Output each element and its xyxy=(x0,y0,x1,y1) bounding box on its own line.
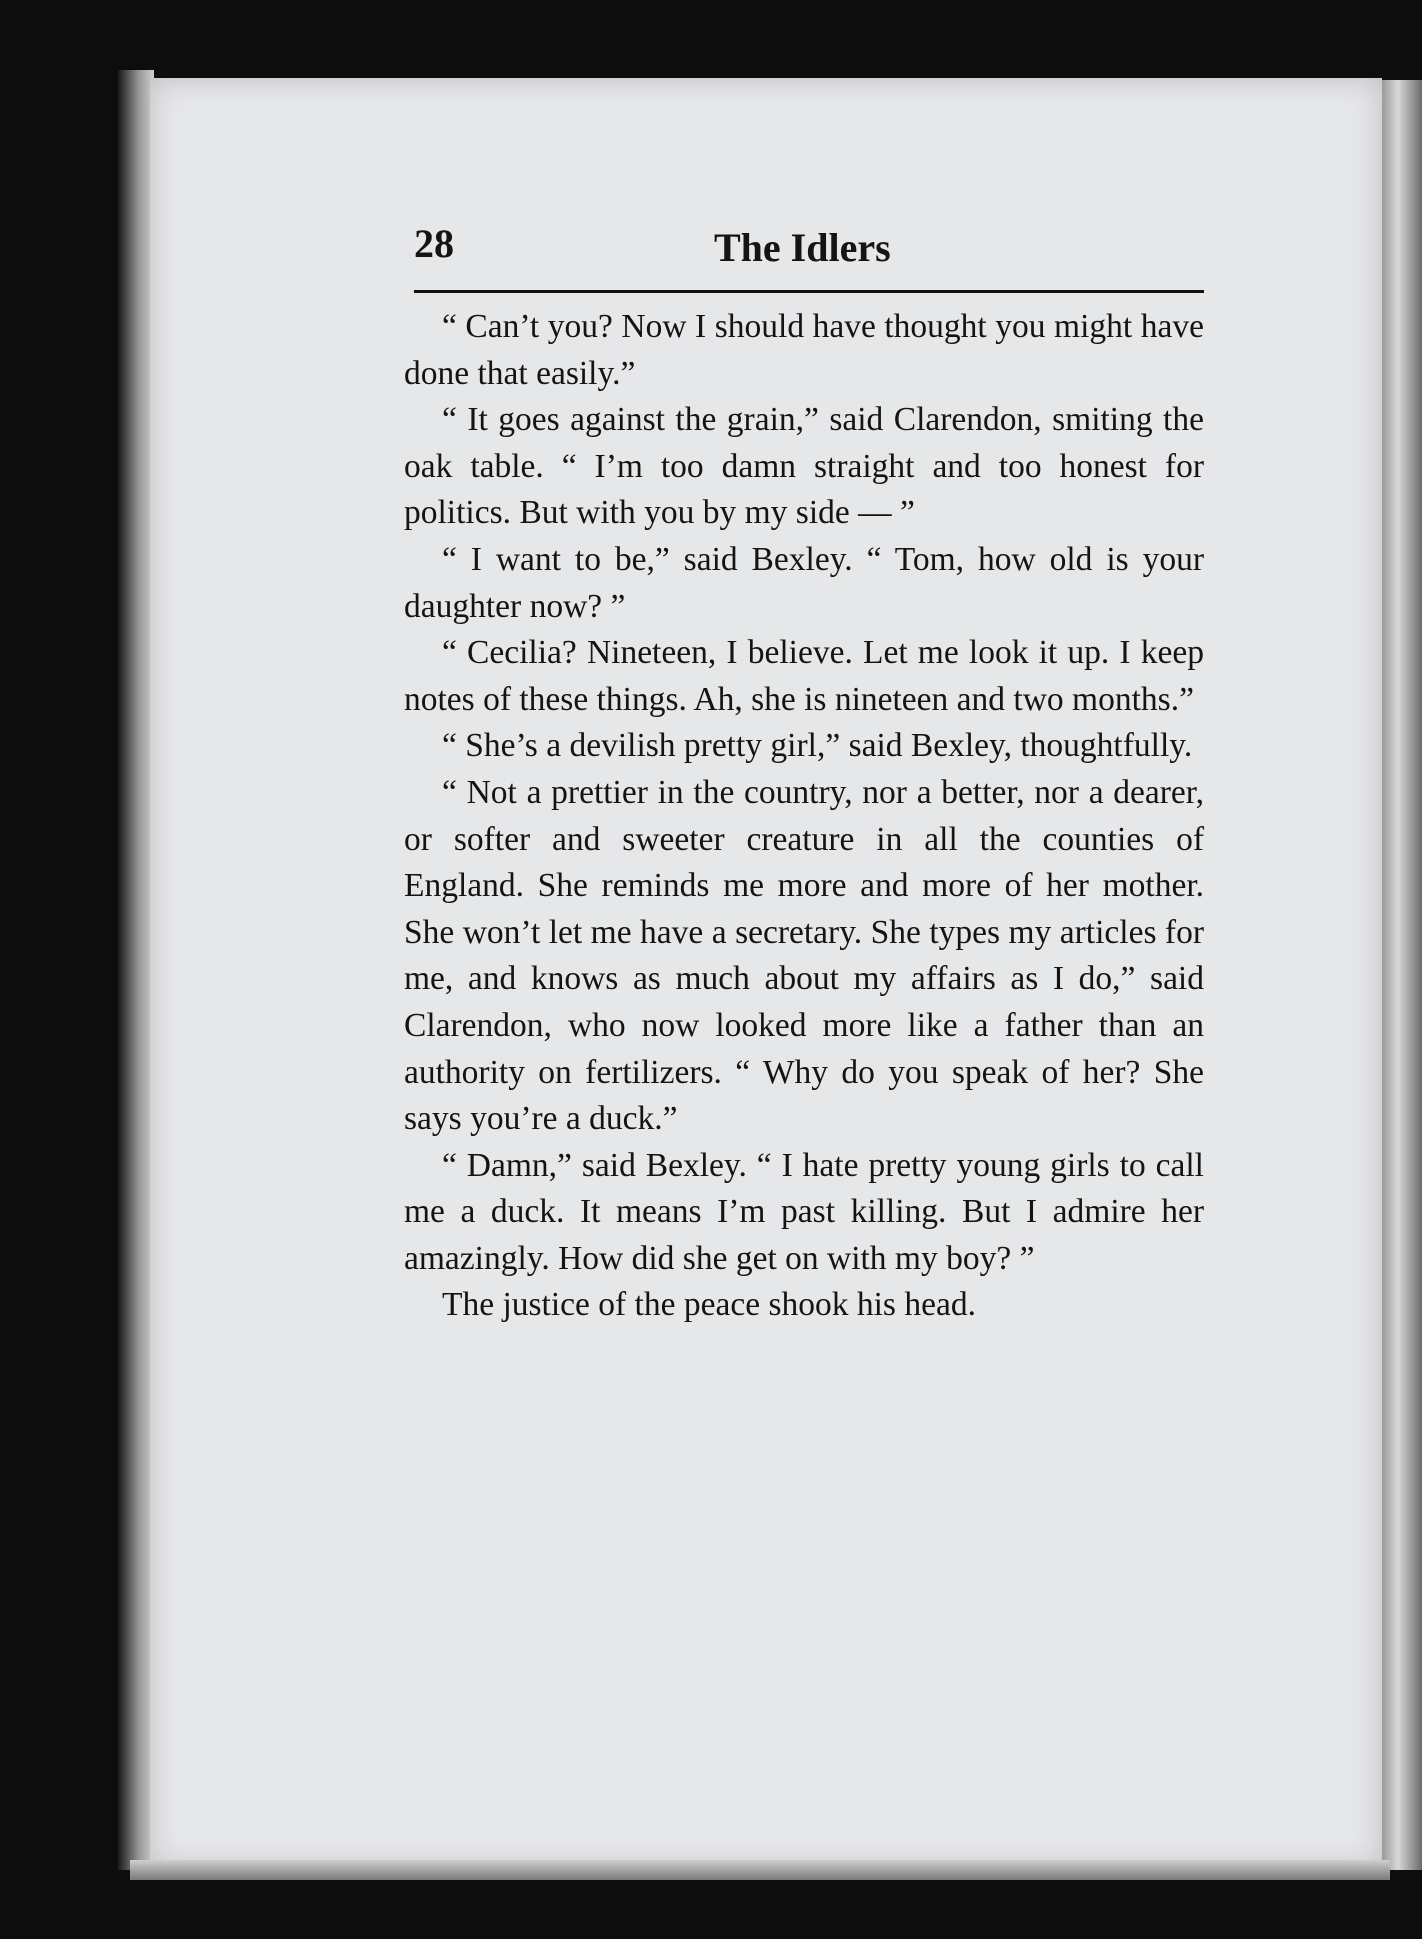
body-text xyxy=(404,304,1204,1329)
paragraph: “ Not a prettier in the country, nor a better, nor a dearer, or softer and sweeter creature in all the counties of England. She reminds me more and more of her mother. She won’t let me have a secretary. She types my articles for me, and knows as much about my affairs as I do,” said Clarendon, who now looked more like a father than an authority on fertilizers. “ Why do you speak of her? She says you’re a duck.” xyxy=(404,773,1204,1138)
paragraph: The justice of the peace shook his head. xyxy=(442,1286,976,1324)
paragraph: “ I want to be,” said Bexley. “ Tom, how old is your daughter now? ” xyxy=(404,540,1204,625)
paragraph: “ Cecilia? Nineteen, I believe. Let me look it up. I keep notes of these things. Ah, she is nineteen and two months.” xyxy=(404,634,1204,718)
page-header xyxy=(414,220,1204,293)
page-bottom-edge xyxy=(130,1860,1390,1880)
page-number: 28 xyxy=(414,221,454,266)
next-page-edge xyxy=(1382,80,1422,1870)
paragraph: “ Damn,” said Bexley. “ I hate pretty young girls to call me a duck. It means I’m past killing. But I admire her amazingly. How did she get on with my boy? ” xyxy=(404,1146,1204,1277)
paragraph: “ She’s a devilish pretty girl,” said Bexley, thoughtfully. xyxy=(442,727,1193,765)
paragraph: “ Can’t you? Now I should have thought you might have done that easily.” xyxy=(404,308,1204,392)
running-head: The Idlers xyxy=(714,225,891,270)
paragraph: “ It goes against the grain,” said Clarendon, smiting the oak table. “ I’m too damn straight and too honest for politics. But with you by my side — ” xyxy=(404,401,1204,532)
book-spine-edge xyxy=(118,70,154,1870)
